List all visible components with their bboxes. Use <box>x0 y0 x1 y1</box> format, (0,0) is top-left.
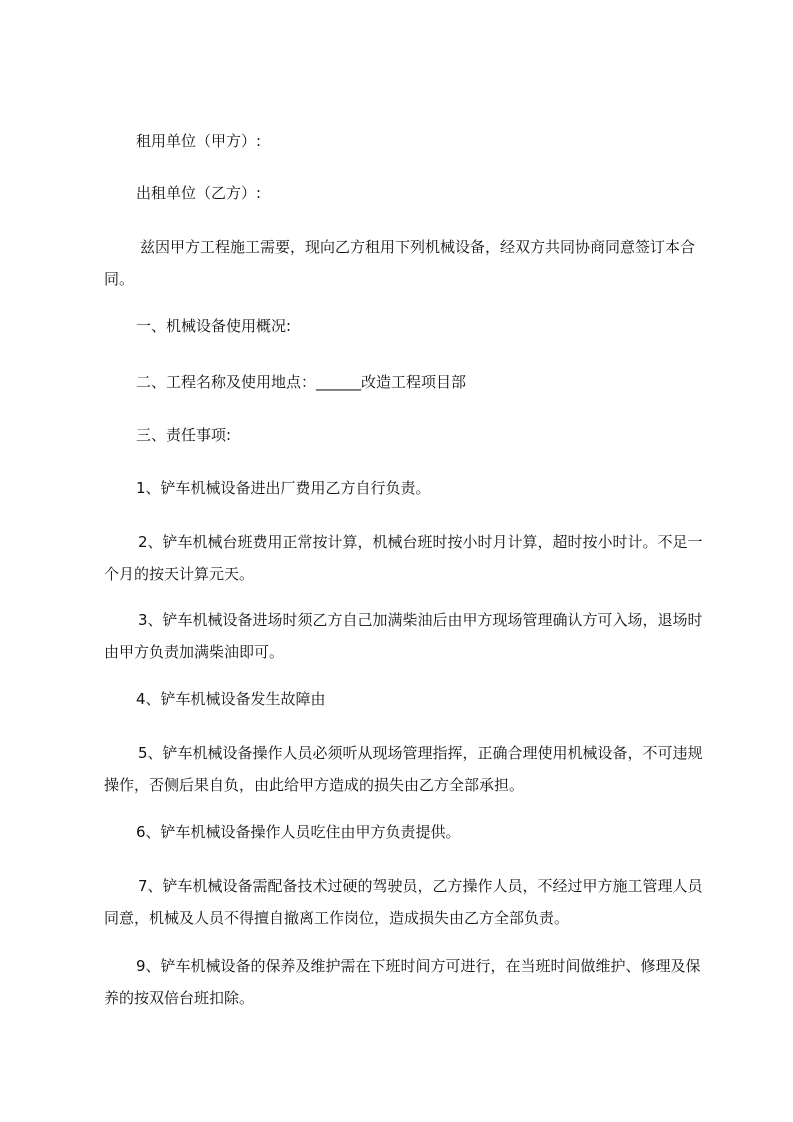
section-3-heading: 三、责任事项: <box>136 426 232 444</box>
lessee-line: 租用单位（甲方）: <box>136 132 262 150</box>
clause-7: 7、铲车机械设备需配备技术过硬的驾驶员，乙方操作人员，不经过甲方施工管理人员同意，机械及人员不得擅自撤离工作岗位，造成损失由乙方全部负责。 <box>104 877 703 927</box>
lessor-line: 出租单位（乙方）: <box>136 184 262 202</box>
clause-6: 6、铲车机械设备操作人员吃住由甲方负责提供。 <box>136 823 461 841</box>
preamble-paragraph: 兹因甲方工程施工需要，现向乙方租用下列机械设备，经双方共同协商同意签订本合同。 <box>104 238 696 288</box>
clause-4: 4、铲车机械设备发生故障由 <box>136 690 326 708</box>
clause-3: 3、铲车机械设备进场时须乙方自己加满柴油后由甲方现场管理确认方可入场，退场时由甲方负责加满柴油即可。 <box>104 611 703 661</box>
clause-5: 5、铲车机械设备操作人员必须听从现场管理指挥，正确合理使用机械设备，不可违规操作，否侧后果自负，由此给甲方造成的损失由乙方全部承担。 <box>104 744 703 794</box>
clause-1: 1、铲车机械设备进出厂费用乙方自行负责。 <box>136 479 431 497</box>
clause-9: 9、铲车机械设备的保养及维护需在下班时间方可进行，在当班时间做维护、修理及保养的按双倍台班扣除。 <box>104 957 701 1007</box>
section-2-heading: 二、工程名称及使用地点：______改造工程项目部 <box>136 373 467 391</box>
section-1-heading: 一、机械设备使用概况: <box>136 317 292 335</box>
clause-2: 2、铲车机械台班费用正常按计算，机械台班时按小时月计算，超时按小时计。不足一个月的按天计算元天。 <box>104 533 703 583</box>
